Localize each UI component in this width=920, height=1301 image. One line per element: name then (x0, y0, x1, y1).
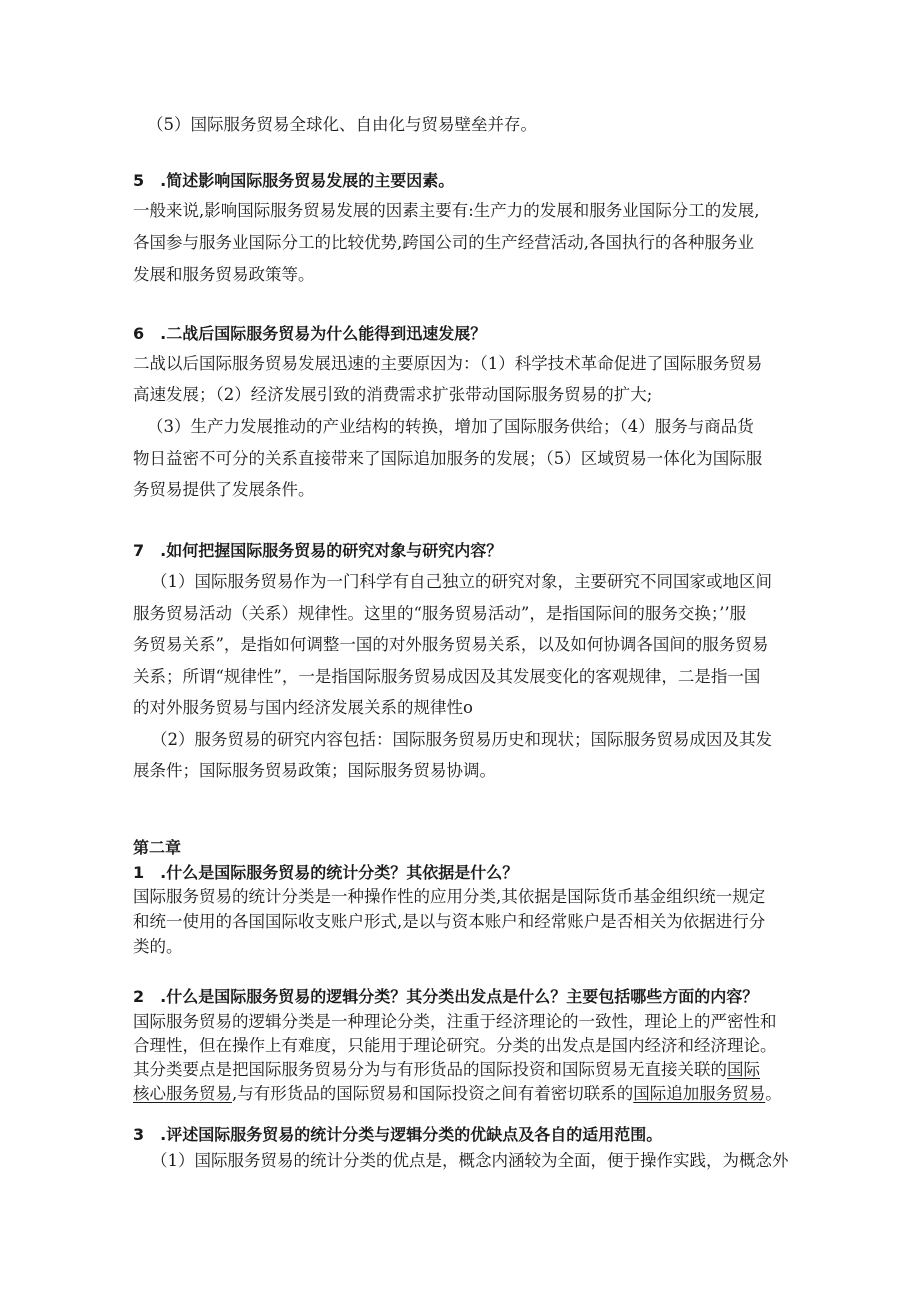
ch2-q1-line-1: 国际服务贸易的统计分类是一种操作性的应用分类,其依据是国际货币基金组织统一规定 (133, 887, 766, 906)
q7-line-3: 务贸易关系”，是指如何调整一国的对外服务贸易关系，以及如何协调各国间的服务贸易 (133, 635, 769, 654)
question-6-title: 6 .二战后国际服务贸易为什么能得到迅速发展？ (133, 324, 487, 343)
q5-line-2: 各国参与服务业国际分工的比较优势,跨国公司的生产经营活动,各国执行的各种服务业 (133, 233, 754, 252)
q7-line-1: （1）国际服务贸易作为一门科学有自己独立的研究对象，主要研究不同国家或地区间 (151, 572, 772, 591)
ch2-q2-line-3-text: 其分类要点是把国际服务贸易分为与有形货品的国际投资和国际贸易无直接关联的 (133, 1060, 727, 1079)
ch2-q2-line-3 (133, 1059, 760, 1081)
ch2-q2-line-1: 国际服务贸易的逻辑分类是一种理论分类，注重于经济理论的一致性，理论上的严密性和 (133, 1012, 777, 1031)
additional-service-trade-link[interactable]: 国际追加服务贸易 (633, 1084, 766, 1103)
q7-line-2: 服务贸易活动（关系）规律性。这里的“服务贸易活动”，是指国际间的服务交换；’’服 (133, 604, 747, 623)
core-service-trade-link[interactable]: 核心服务贸易 (133, 1084, 232, 1103)
q7-line-7: 展条件；国际服务贸易政策；国际服务贸易协调。 (133, 761, 496, 780)
q6-line-2: 高速发展；（2）经济发展引致的消费需求扩张带动国际服务贸易的扩大; (133, 385, 653, 404)
ch2-q2-end-text: 。 (765, 1084, 782, 1103)
q7-line-6: （2）服务贸易的研究内容包括：国际服务贸易历史和现状；国际服务贸易成因及其发 (151, 730, 772, 749)
q6-line-3: （3）生产力发展推动的产业结构的转换，增加了国际服务供给；（4）服务与商品货 (147, 417, 754, 436)
intro-line: （5）国际服务贸易全球化、自由化与贸易壁垒并存。 (147, 115, 537, 134)
question-5-title: 5 .简述影响国际服务贸易发展的主要因素。 (133, 171, 455, 190)
core-service-trade-link-start[interactable]: 国际 (727, 1060, 760, 1079)
q6-line-4: 物日益密不可分的关系直接带来了国际追加服务的发展；（5）区域贸易一体化为国际服 (133, 449, 763, 468)
q6-line-5: 务贸易提供了发展条件。 (133, 480, 315, 499)
ch2-q3-line-1: （1）国际服务贸易的统计分类的优点是，概念内涵较为全面，便于操作实践，为概念外 (151, 1151, 789, 1170)
q6-line-1: 二战以后国际服务贸易发展迅速的主要原因为：（1）科学技术革命促进了国际服务贸易 (133, 354, 763, 373)
chapter-heading: 第二章 (133, 838, 182, 857)
question-7-title: 7 .如何把握国际服务贸易的研究对象与研究内容？ (133, 541, 503, 560)
ch2-q2-line-4 (133, 1083, 782, 1105)
ch2-q2-mid-text: ,与有形货品的国际贸易和国际投资之间有着密切联系的 (232, 1084, 634, 1103)
ch2-q1-line-3: 类的。 (133, 937, 183, 956)
q7-line-5: 的对外服务贸易与国内经济发展关系的规律性o (133, 698, 473, 717)
q7-line-4: 关系；所谓“规律性”，一是指国际服务贸易成因及其发展变化的客观规律，二是指一国 (133, 667, 761, 686)
ch2-question-2-title: 2 .什么是国际服务贸易的逻辑分类？其分类出发点是什么？主要包括哪些方面的内容？ (133, 987, 759, 1006)
ch2-question-3-title: 3 .评述国际服务贸易的统计分类与逻辑分类的优缺点及各自的适用范围。 (133, 1125, 663, 1144)
ch2-question-1-title: 1 .什么是国际服务贸易的统计分类？其依据是什么？ (133, 863, 519, 882)
ch2-q1-line-2: 和统一使用的各国国际收支账户形式,是以与资本账户和经常账户是否相关为依据进行分 (133, 912, 766, 931)
ch2-q2-line-2: 合理性，但在操作上有难度，只能用于理论研究。分类的出发点是国内经济和经济理论。 (133, 1036, 777, 1055)
q5-line-1: 一般来说,影响国际服务贸易发展的因素主要有:生产力的发展和服务业国际分工的发展, (133, 201, 760, 220)
q5-line-3: 发展和服务贸易政策等。 (133, 265, 315, 284)
